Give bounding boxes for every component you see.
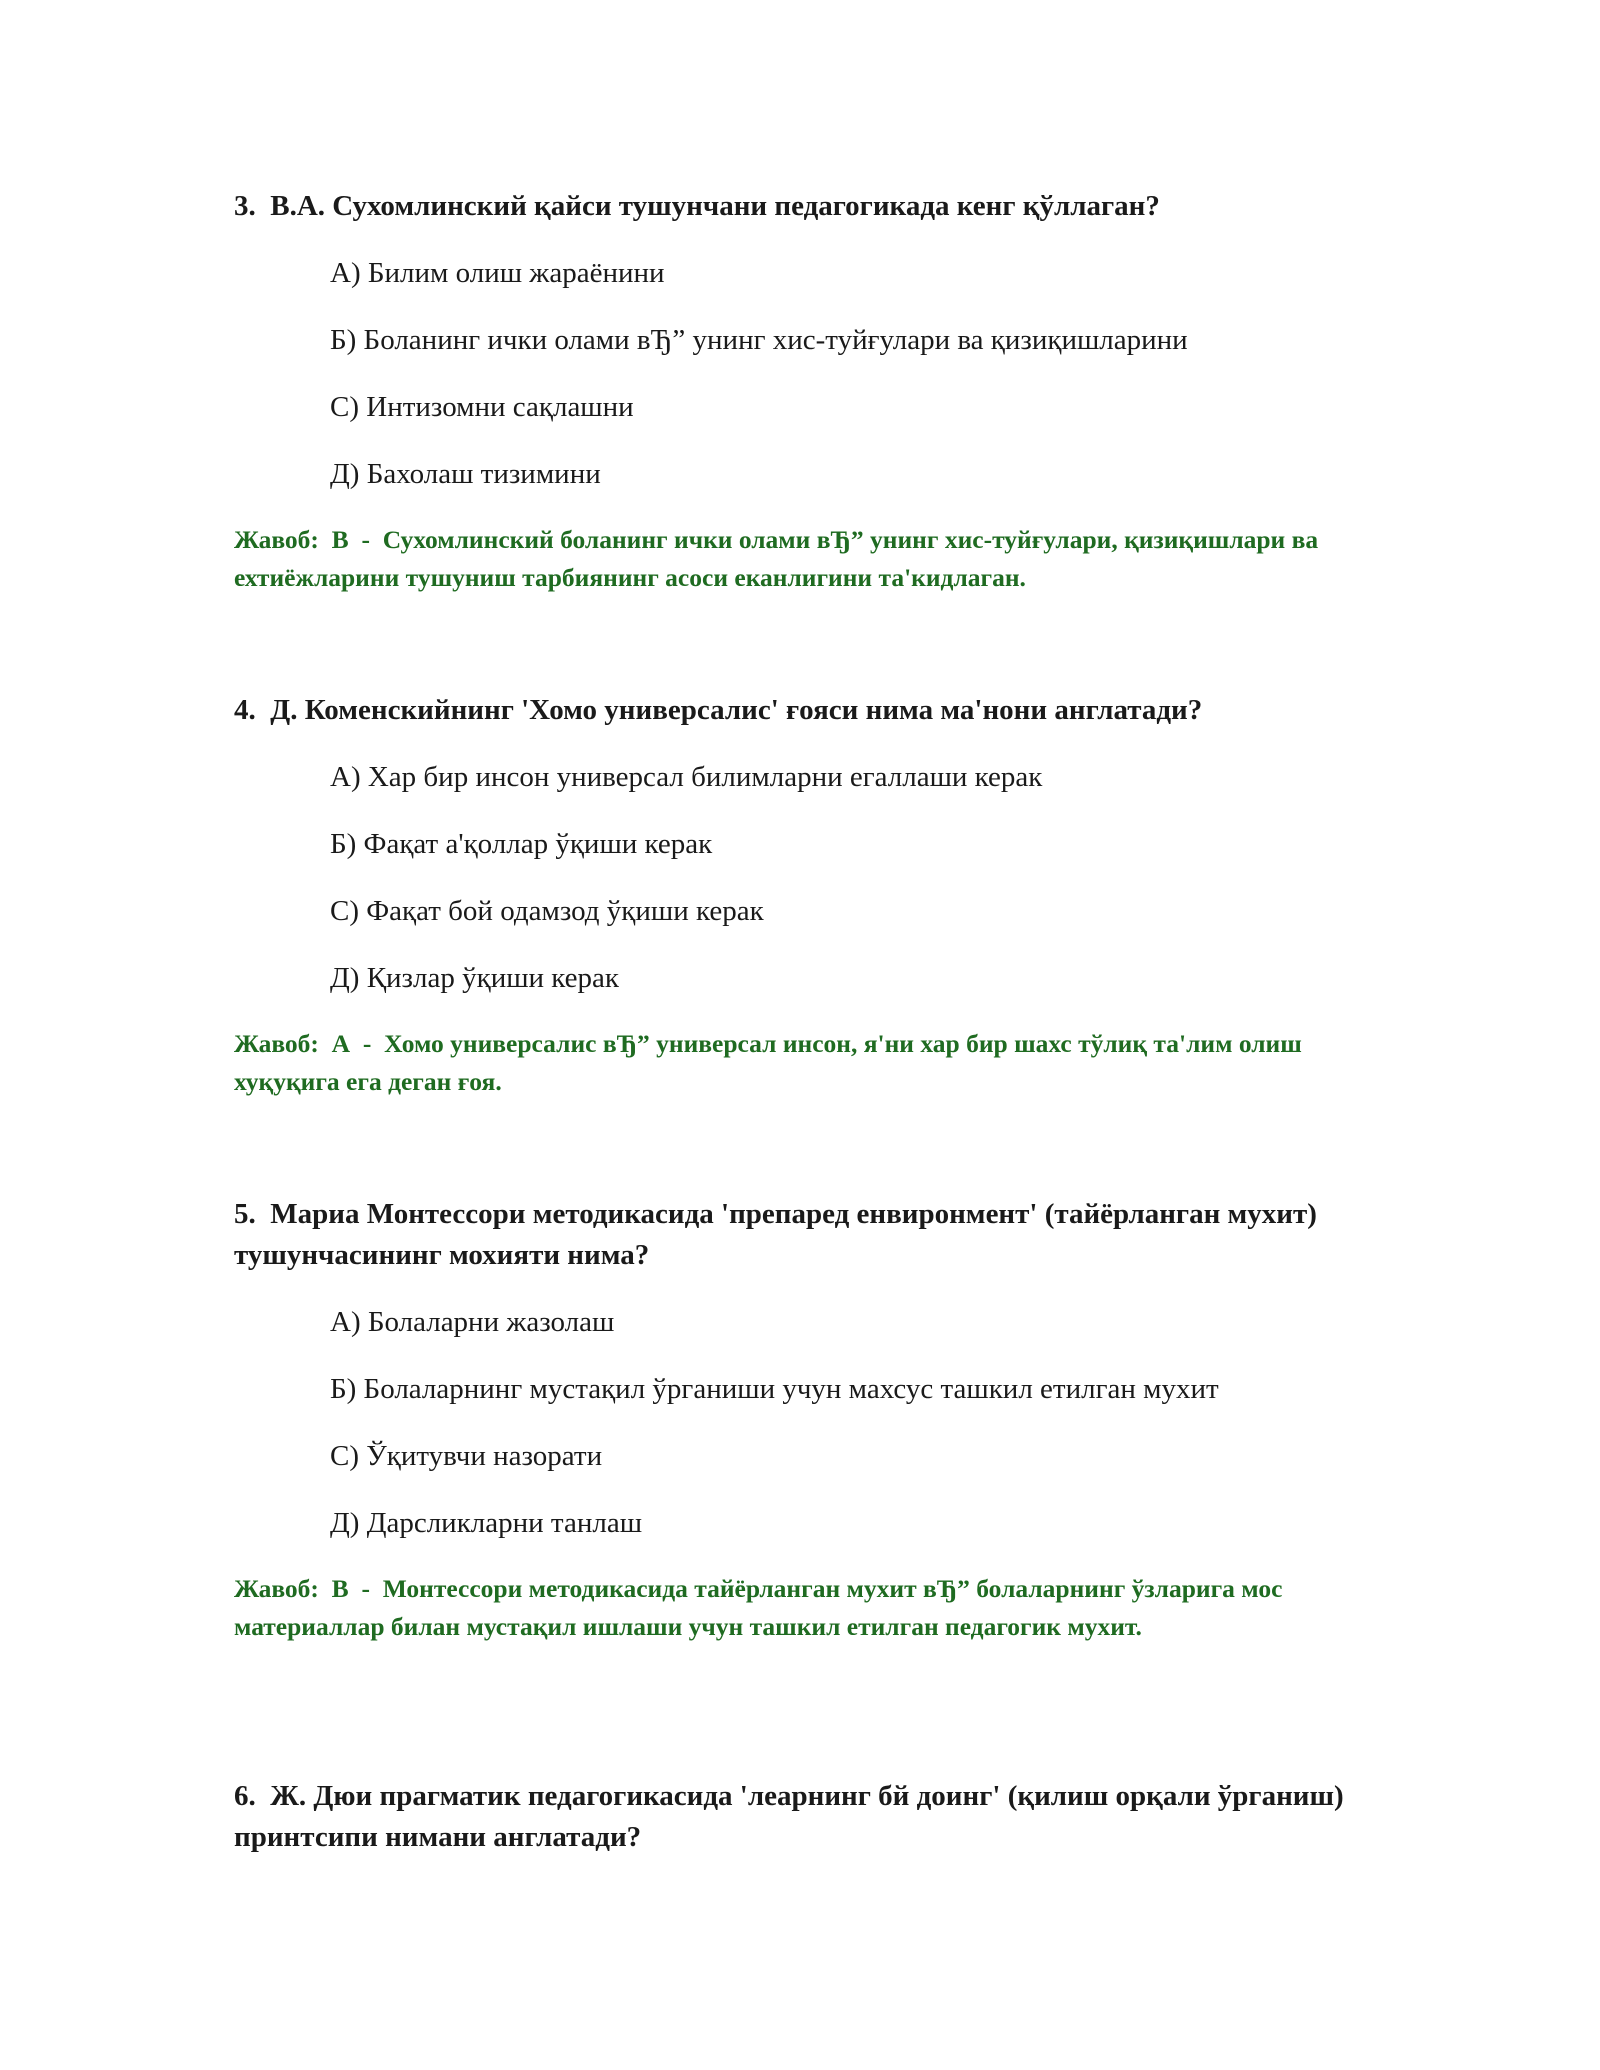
question-5 [234,1194,1384,1276]
option-a: А) Хар бир инсон универсал билимларни егаллаши керак [330,761,1043,793]
option-d: Д) Дарсликларни танлаш [330,1507,643,1539]
option-b: Б) Фақат а'қоллар ўқиши керак [330,828,713,860]
question-text: Ж. Дюи прагматик педагогикасида 'леарнинг бй доинг' (қилиш орқали ўрганиш) принтсипи нимани англатади? [234,1780,1344,1853]
answer-label: Жавоб: [234,1574,319,1603]
answer-4: Жавоб: А - Хомо универсалис вЂ” универсал инсон, я'ни хар бир шахс тўлиқ та'лим олиш хуқуқига ега деган ғоя. [234,1029,1302,1096]
question-number: 4. [234,694,256,726]
option-a: А) Билим олиш жараёнини [330,257,665,289]
answer-3: Жавоб: В - Сухомлинский боланинг ички олами вЂ” унинг хис-туйғулари, қизиқишлари ва ехтиёжларини тушуниш тарбиянинг асоси еканлигини та'кидлаган. [234,525,1319,592]
option-b: Б) Боланинг ички олами вЂ” унинг хис-туйғулари ва қизиқишларини [330,324,1188,356]
answer-key: В [331,1574,349,1603]
answer-label: Жавоб: [234,1029,319,1058]
option-d: Д) Қизлар ўқиши керак [330,962,620,994]
option-b: Б) Болаларнинг мустақил ўрганиши учун махсус ташкил етилган мухит [330,1373,1219,1405]
question-number: 6. [234,1780,256,1812]
question-3 [234,186,1384,227]
option-c: С) Ўқитувчи назорати [330,1440,603,1472]
answer-text: Сухомлинский боланинг ички олами вЂ” унинг хис-туйғулари, қизиқишлари ва ехтиёжларини тушуниш тарбиянинг асоси еканлигини та'кидлаган. [234,525,1319,592]
option-d: Д) Бахолаш тизимини [330,458,601,490]
option-c: С) Интизомни сақлашни [330,391,634,423]
question-text: Д. Коменскийнинг 'Хомо универсалис' ғояси нима ма'нони англатади? [270,694,1203,726]
question-number: 5. [234,1198,256,1230]
question-6 [234,1776,1384,1858]
answer-key: В [331,525,349,554]
answer-label: Жавоб: [234,525,319,554]
answer-text: Монтессори методикасида тайёрланган мухит вЂ” болаларнинг ўзларига мос материаллар билан мустақил ишлаши учун ташкил етилган педагогик мухит. [234,1574,1283,1641]
answer-text: Хомо универсалис вЂ” универсал инсон, я'ни хар бир шахс тўлиқ та'лим олиш хуқуқига ега деган ғоя. [234,1029,1302,1096]
question-text: Мариа Монтессори методикасида 'препаред енвиронмент' (тайёрланган мухит) тушунчасининг мохияти нима? [234,1198,1317,1271]
question-text: В.А. Сухомлинский қайси тушунчани педагогикада кенг қўллаган? [270,190,1160,222]
question-4 [234,690,1384,731]
option-c: С) Фақат бой одамзод ўқиши керак [330,895,764,927]
option-a: А) Болаларни жазолаш [330,1306,615,1338]
question-number: 3. [234,190,256,222]
answer-5: Жавоб: В - Монтессори методикасида тайёрланган мухит вЂ” болаларнинг ўзларига мос материаллар билан мустақил ишлаши учун ташкил етилган педагогик мухит. [234,1574,1283,1641]
answer-key: А [331,1029,351,1058]
